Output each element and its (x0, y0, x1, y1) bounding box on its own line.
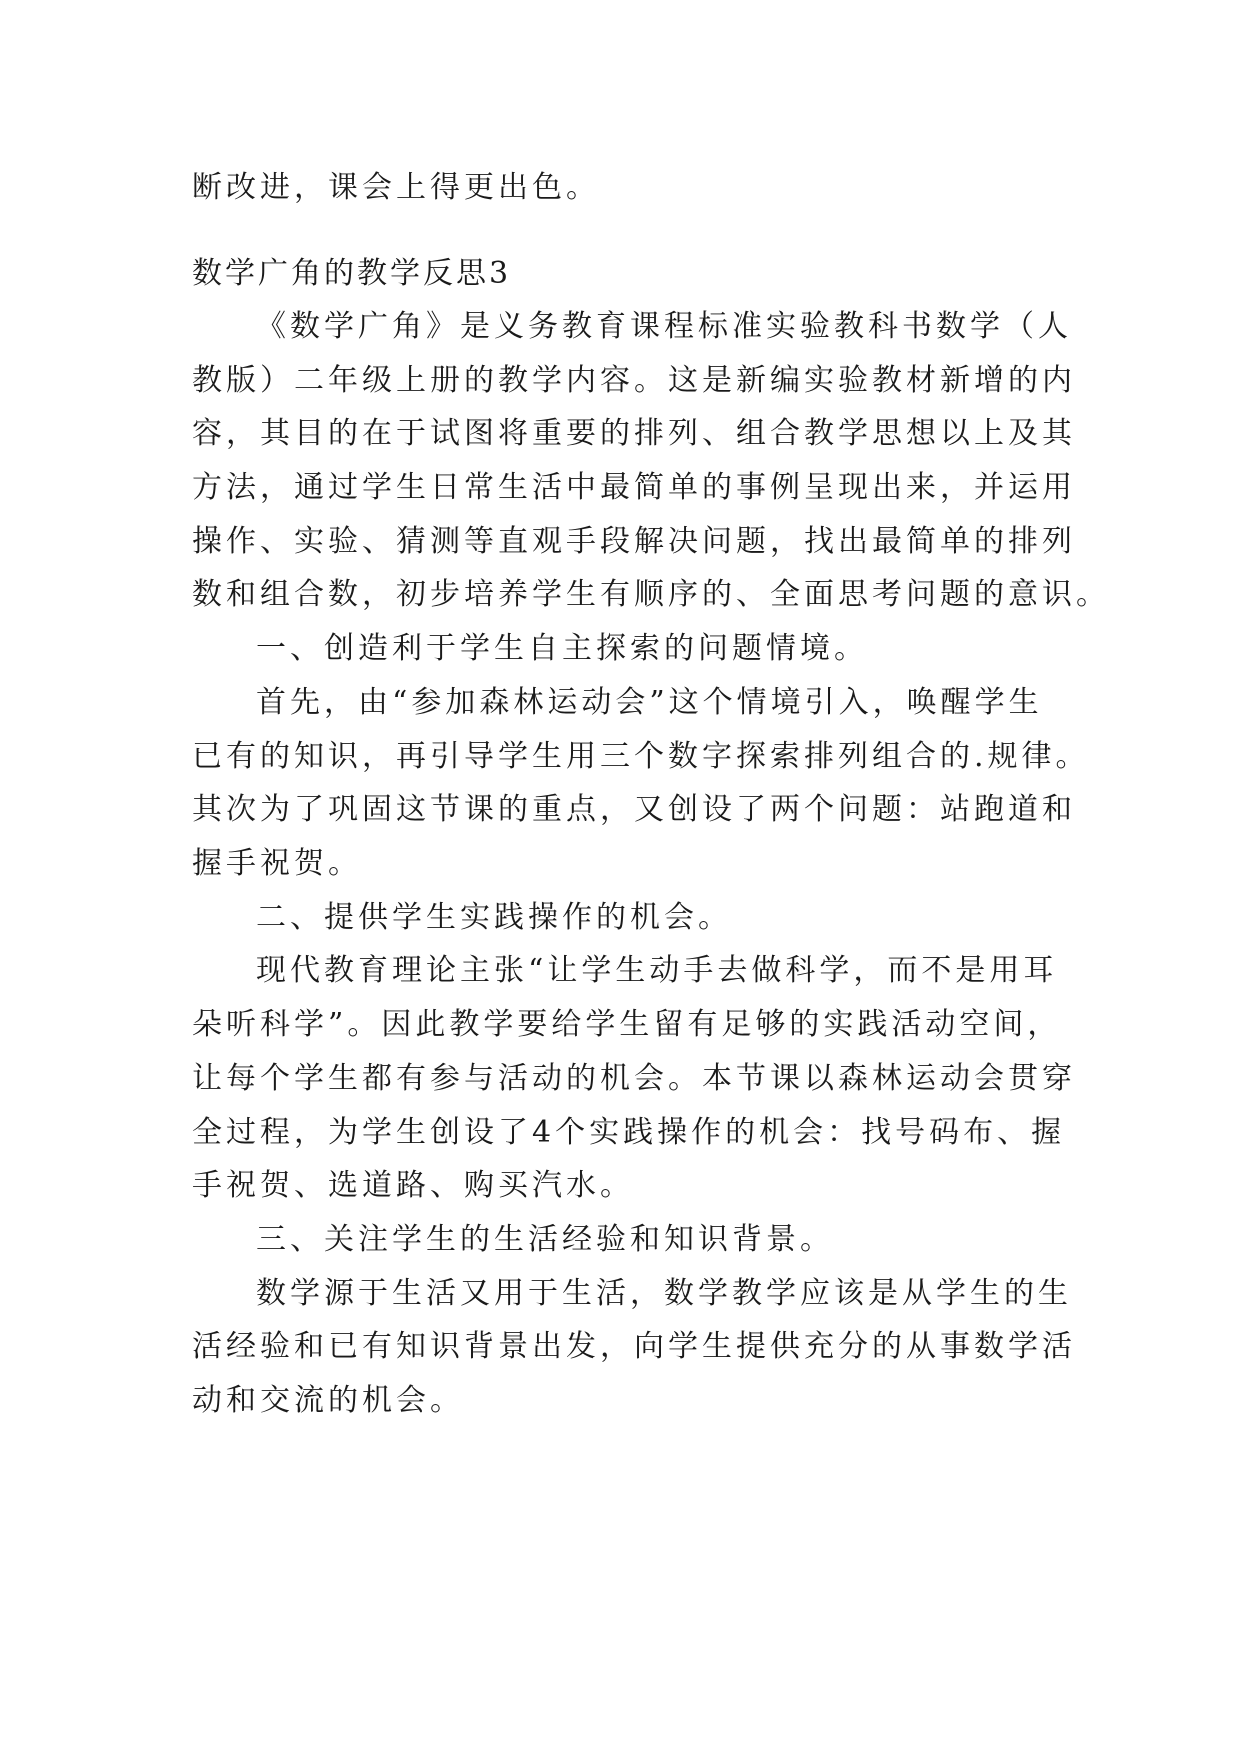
paragraph-line: 让每个学生都有参与活动的机会。本节课以森林运动会贯穿 (192, 1061, 1076, 1096)
section-title: 数学广角的教学反思3 (192, 256, 512, 291)
subheading: 二、提供学生实践操作的机会。 (256, 900, 732, 935)
paragraph-line: 首先，由“参加森林运动会”这个情境引入，唤醒学生 (256, 685, 1043, 720)
paragraph-line: 现代教育理论主张“让学生动手去做科学，而不是用耳 (256, 953, 1058, 988)
subheading: 三、关注学生的生活经验和知识背景。 (256, 1222, 834, 1257)
paragraph-line: 方法，通过学生日常生活中最简单的事例呈现出来，并运用 (192, 470, 1076, 505)
paragraph-line: 手祝贺、选道路、购买汽水。 (192, 1168, 634, 1203)
paragraph-line: 《数学广角》是义务教育课程标准实验教科书数学（人 (256, 309, 1072, 344)
paragraph-line: 容，其目的在于试图将重要的排列、组合教学思想以上及其 (192, 416, 1076, 451)
paragraph-line: 朵听科学”。因此教学要给学生留有足够的实践活动空间， (192, 1007, 1062, 1042)
paragraph-line: 操作、实验、猜测等直观手段解决问题，找出最简单的排列 (192, 524, 1076, 559)
paragraph-line: 教版）二年级上册的教学内容。这是新编实验教材新增的内 (192, 363, 1076, 398)
paragraph-line: 活经验和已有知识背景出发，向学生提供充分的从事数学活 (192, 1329, 1076, 1364)
paragraph-line: 数学源于生活又用于生活，数学教学应该是从学生的生 (256, 1276, 1072, 1311)
paragraph-line: 数和组合数，初步培养学生有顺序的、全面思考问题的意识。 (192, 577, 1110, 612)
paragraph-line: 动和交流的机会。 (192, 1383, 464, 1418)
paragraph-line: 断改进，课会上得更出色。 (192, 170, 600, 205)
paragraph-line: 其次为了巩固这节课的重点，又创设了两个问题：站跑道和 (192, 792, 1076, 827)
paragraph-line: 已有的知识，再引导学生用三个数字探索排列组合的.规律。 (192, 739, 1090, 774)
paragraph-line: 全过程，为学生创设了4个实践操作的机会：找号码布、握 (192, 1115, 1066, 1150)
subheading: 一、创造利于学生自主探索的问题情境。 (256, 631, 868, 666)
paragraph-line: 握手祝贺。 (192, 846, 362, 881)
